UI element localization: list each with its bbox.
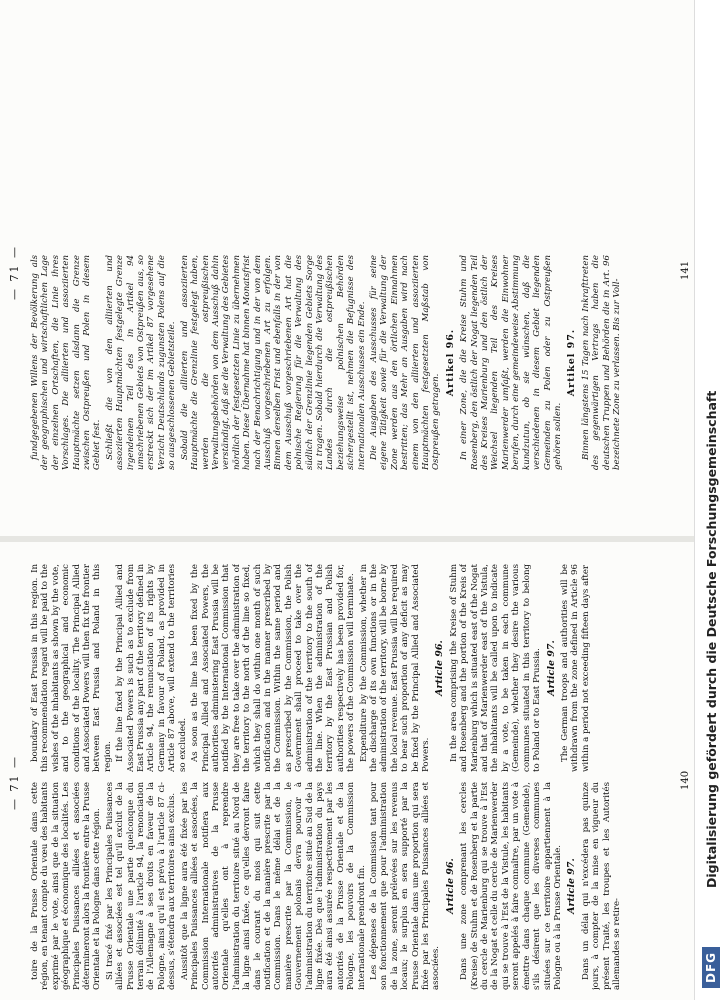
french-article-96-heading: Article 96. (444, 858, 456, 914)
german-paragraph: Schließt die von den alliierten und assoziierten Hauptmächten festgelegte Grenze irgendeinen Teil des in Artikel 94 umschriebenen Gebiets von Ostpreußen aus, so erstreckt sich der im Artikel 87 vorgesehene Verzicht Deutschlands zugunsten Polens auf die so ausgeschlossenen Gebietsteile. (104, 255, 178, 470)
french-article-96-text: Dans une zone comprenant les cercles (Kreise) de Stuhm et de Rosenberg et la partie du cercle de Marienburg qui se trouve à l'Est de la Nogat et celle du cercle de Marienwerder qui se trouve à l'Est de la Vistule, les habitants seront appelés à faire connaître, par un vote à émettre dans chaque commune (Gemeinde), s'ils désirent que les diverses communes situées sur ce territoire appartiennent à la Pologne ou à la Prusse Orientale. (459, 782, 563, 990)
german-paragraph: fundgegebenen Willens der Bevölkerung als der geographischen und wirtschaftlichen Lage der einzelnen Ortschaften, die Linie ihres Vorschlages. Die alliierten und assoziierten Hauptmächte setzen alsdann die Grenze zwischen Ostpreußen und Polen in diesem Gebiet fest. (30, 255, 103, 470)
english-paragraph: As soon as the line has been fixed by the Principal Allied and Associated Powers, the authorities administering East Prussia will be notified by the International Commission that they are free to take over the administration of the territory to the north of the line so fixed, which they shall do within one month of such notification and in the manner prescribed by the Commission. Within the same period and as prescribed by the Commission, the Polish Government shall proceed to take over the administration of the territory to the south of the line. When the administration of the territory by the East Prussian and Polish authorities respectively has been provided for, the powers of the Commission will terminate. (190, 564, 357, 772)
book-gutter (0, 536, 694, 542)
english-article-97-text: The German troops and authorities will be withdrawn from the zone defined in Article 96 within a period not exceeding fifteen days after (559, 564, 591, 772)
dfg-credit-text: Digitalisierung gefördert durch die Deutsche Forschungsgemeinschaft (704, 390, 719, 888)
german-article-97-text: Binnen längstens 15 Tagen nach Inkrafttreten des gegenwärtigen Vertrags haben die deutschen Truppen und Behörden die in Art. 96 bezeichnete Zone zu verlassen. Bis zur Voll- (580, 255, 622, 470)
french-paragraph: Les dépenses de la Commission tant pour son fonctionnement que pour l'administration de la zone, seront prélevées sur les revenus locaux; le surplus en sera supporté par la Prusse Orientale dans une proportion qui sera fixée par les Principales Puissances alliées et associées. (369, 782, 442, 990)
dfg-logo: DFG (702, 947, 720, 988)
french-paragraph: Aussitôt que la ligne aura été fixée par les Principales Puissances alliées et associées, la Commission Internationale notifiera aux autorités administratives de la Prusse Orientale qu'elles ont à reprendre l'administration du territoire situé au Nord de la ligne ainsi fixée, ce qu'elles devront faire dans le courant du mois qui suit cette notification et de la manière prescrite par la Commission. Dans le même délai et de la manière prescrite par la Commission, le Gouvernement polonais devra pourvoir à l'administration du territoire situé au Sud de la ligne fixée. Dès que l'administration du pays aura été ainsi assurée respectivement par les autorités de la Prusse Orientale et de la Pologne, les pouvoirs de la Commission internationale prendront fin. (179, 782, 367, 990)
german-column (30, 255, 680, 470)
german-article-96-heading: Artikel 96. (444, 328, 456, 397)
german-paragraph: Sobald die alliierten und assoziierten Hauptmächte die Grenzlinie festgelegt haben, werden die ostpreußischen Verwaltungsbehörden von dem Ausschuß dahin verständigt, daß sie die Verwaltung des Gebietes nördlich der festgesetzten Linie zu übernehmen haben. Diese Übernahme hat binnen Monatsfrist nach der Benachrichtigung und in der von dem Ausschuß vorgeschriebenen Art zu erfolgen. Binnen derselben Frist und ebenfalls in der von dem Ausschuß vorgeschriebenen Art hat die polnische Regierung für die Verwaltung des südlich der Grenzlinie liegenden Gebiets Sorge zu tragen. Sobald hierdurch die Verwaltung des Landes durch die ostpreußischen beziehungsweise polnischen Behörden sichergestellt ist, nehmen die Befugnisse des internationalen Ausschusses ein Ende. (179, 255, 367, 470)
english-paragraph: boundary of East Prussia in this region. In this recommendation regard will be paid to the wishes of the inhabitants as shown by the vote, and to the geographical and economic conditions of the locality. The Principal Allied and Associated Powers will then fix the frontier between East Prussia and Poland in this region. (30, 564, 113, 772)
right-footer-number: 141 (680, 260, 691, 280)
french-article-97-text: Dans un délai qui n'excédera pas quinze jours, à compter de la mise en vigueur du présent Traité, les troupes et les Autorités allemandes se retire- (580, 782, 622, 990)
german-article-96-text: In einer Zone, die die Kreise Stuhm und Rosenberg, den östlich der Nogat liegenden Teil des Kreises Marienburg und den östlich der Weichsel liegenden Teil des Kreises Marienwerder umfaßt, werden die Einwohner berufen, durch eine gemeindeweise Abstimmung kundzutun, ob sie wünschen, daß die verschiedenen in diesem Gebiet liegenden Gemeinden zu Polen oder zu Ostpreußen gehören sollen. (459, 255, 563, 470)
english-article-96-text: In the area comprising the Kreise of Stuhm and Rosenberg and the portion of the Kreis of Marienburg which is situated east of the Nogat and that of Marienwerder east of the Vistula, the inhabitants will be called upon to indicate by a vote, to be taken in each commune (Gemeinde), whether they desire the various communes situated in this territory to belong to Poland or to East Prussia. (448, 564, 543, 772)
left-footer-number: 140 (680, 770, 691, 790)
french-article-97-heading: Article 97. (566, 858, 578, 914)
french-paragraph: toire de la Prusse Orientale dans cette région, en tenant compte du vœu des habitants exprimé par le vote, ainsi que de la situation géographique et économique des localités. Les Principales Puissances alliées et associées détermineront alors la frontière entre la Prusse Orientale et la Pologne dans cette région. (30, 782, 103, 990)
english-column (30, 564, 680, 772)
left-page-number: — 71 — (8, 755, 21, 810)
german-article-97-heading: Artikel 97. (566, 328, 578, 397)
dfg-sidebar (694, 0, 727, 1000)
english-article-96-heading: Article 96. (434, 640, 446, 696)
right-page-number: — 71 — (8, 245, 21, 300)
english-article-97-heading: Article 97. (545, 640, 557, 696)
german-paragraph: Die Ausgaben des Ausschusses für seine eigene Tätigkeit sowie für die Verwaltung der Zone werden aus den örtlichen Einnahmen bestritten; das Mehr an Ausgaben wird nach einem von den alliierten und assoziierten Hauptmächten festgesetzten Maßstab von Ostpreußen getragen. (369, 255, 442, 470)
english-paragraph: If the line fixed by the Principal Allied and Associated Powers is such as to exclude from East Prussia any part of the territory defined in Article 94, the renunciation of its rights by Germany in favour of Poland, as provided in Article 87 above, will extend to the territories so excluded. (115, 564, 188, 772)
french-paragraph: Si tracé fixé par les Principales Puissances alliées et associées est tel qu'il exclut de la Prusse Orientale une partie quelconque du terrain délimité à l'article 94, la renonciation de l'Allemagne à ses droits en faveur de la Pologne, ainsi qu'il est prévu à l'article 87 ci-dessus, s'étendra aux territoires ainsi exclus. (104, 782, 178, 990)
french-column (30, 782, 680, 990)
english-paragraph: Expenditure by the Commission, whether in the discharge of its own functions or in the administration of the territory, will be borne by the local revenue. East Prussia will be required to bear such proportion of any deficit as may be fixed by the Principal Allied and Associated Powers. (358, 564, 432, 772)
